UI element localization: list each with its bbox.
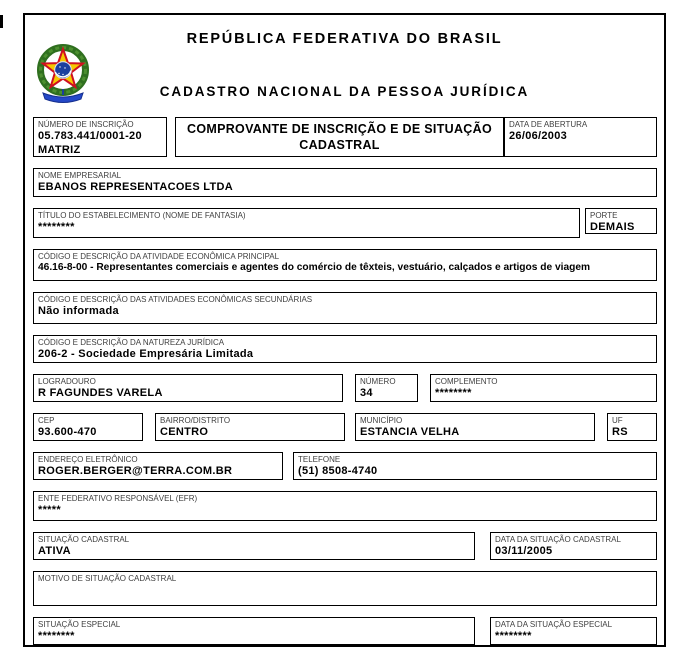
page-title: REPÚBLICA FEDERATIVA DO BRASIL — [186, 31, 503, 47]
field-value: RS — [612, 426, 628, 438]
field-value: (51) 8508-4740 — [298, 465, 378, 477]
field-label: SITUAÇÃO CADASTRAL — [38, 535, 130, 544]
field-label: CÓDIGO E DESCRIÇÃO DA NATUREZA JURÍDICA — [38, 338, 225, 347]
field-value: R FAGUNDES VARELA — [38, 387, 163, 399]
form-fields-area — [25, 117, 664, 645]
field-complemento — [430, 374, 657, 402]
row-atividade-principal — [33, 249, 657, 281]
row-endereco-2 — [33, 413, 657, 441]
field-uf — [607, 413, 657, 441]
field-label: TELEFONE — [298, 455, 341, 464]
page-subtitle: CADASTRO NACIONAL DA PESSOA JURÍDICA — [159, 84, 530, 99]
field-telefone — [293, 452, 657, 480]
field-bairro-distrito — [155, 413, 345, 441]
field-value: ******** — [435, 387, 472, 399]
field-value: CENTRO — [160, 426, 209, 438]
field-endereco-eletronico — [33, 452, 283, 480]
screen-edge-artifact — [0, 15, 3, 28]
form-outer-border — [23, 13, 666, 647]
field-value: 93.600-470 — [38, 426, 97, 438]
field-label: NÚMERO — [360, 377, 396, 386]
field-label: DATA DE ABERTURA — [509, 120, 588, 129]
row-contato — [33, 452, 657, 480]
field-label: UF — [612, 416, 623, 425]
row-endereco-1 — [33, 374, 657, 402]
field-value: 05.783.441/0001-20 — [38, 130, 142, 142]
field-value: ******** — [495, 630, 532, 642]
field-motivo-situacao-cadastral — [33, 571, 657, 606]
field-label: DATA DA SITUAÇÃO CADASTRAL — [495, 535, 621, 544]
field-value: DEMAIS — [590, 221, 635, 233]
field-value-matriz: MATRIZ — [38, 143, 81, 156]
field-municipio — [355, 413, 595, 441]
field-label: PORTE — [590, 211, 618, 220]
row-situacao-especial — [33, 617, 657, 645]
row-titulo-porte — [33, 208, 657, 238]
field-label: SITUAÇÃO ESPECIAL — [38, 620, 121, 629]
field-value: ***** — [38, 504, 61, 516]
field-atividade-economica-principal — [33, 249, 657, 281]
row-natureza-juridica — [33, 335, 657, 363]
field-situacao-especial — [33, 617, 475, 645]
document-header — [25, 15, 664, 117]
field-data-situacao-cadastral — [490, 532, 657, 560]
field-natureza-juridica — [33, 335, 657, 363]
field-label: MUNICÍPIO — [360, 416, 403, 425]
field-value: ROGER.BERGER@TERRA.COM.BR — [38, 465, 233, 477]
field-value: 03/11/2005 — [495, 545, 553, 557]
field-porte — [585, 208, 657, 234]
field-label: MOTIVO DE SITUAÇÃO CADASTRAL — [38, 574, 177, 583]
field-label: ENDEREÇO ELETRÔNICO — [38, 455, 138, 464]
field-label: DATA DA SITUAÇÃO ESPECIAL — [495, 620, 613, 629]
field-value: 34 — [360, 387, 373, 399]
field-label: ENTE FEDERATIVO RESPONSÁVEL (EFR) — [38, 494, 198, 503]
field-cep — [33, 413, 143, 441]
field-label: TÍTULO DO ESTABELECIMENTO (NOME DE FANTASIA) — [38, 211, 246, 220]
brazil-coat-of-arms-icon — [33, 43, 93, 105]
row-efr — [33, 491, 657, 521]
field-value: ESTANCIA VELHA — [360, 426, 460, 438]
field-value: 26/06/2003 — [509, 130, 568, 142]
field-label: CÓDIGO E DESCRIÇÃO DA ATIVIDADE ECONÔMICA PRINCIPAL — [38, 252, 280, 261]
field-value: EBANOS REPRESENTACOES LTDA — [38, 181, 234, 193]
field-data-de-abertura — [504, 117, 657, 157]
field-value: Não informada — [38, 305, 119, 317]
field-label: BAIRRO/DISTRITO — [160, 416, 231, 425]
field-value: ATIVA — [38, 545, 71, 557]
field-label: LOGRADOURO — [38, 377, 96, 386]
comprovante-title: COMPROVANTE DE INSCRIÇÃO E DE SITUAÇÃO CADASTRAL — [175, 117, 504, 157]
field-data-situacao-especial — [490, 617, 657, 645]
row-situacao-cadastral — [33, 532, 657, 560]
field-label: COMPLEMENTO — [435, 377, 498, 386]
field-label: CÓDIGO E DESCRIÇÃO DAS ATIVIDADES ECONÔMICAS SECUNDÁRIAS — [38, 295, 313, 304]
row-motivo-situacao — [33, 571, 657, 606]
field-situacao-cadastral — [33, 532, 475, 560]
field-value: 46.16-8-00 - Representantes comerciais e agentes do comércio de têxteis, vestuário, calçados e artigos de viagem — [38, 262, 591, 273]
field-value: ******** — [38, 630, 75, 642]
row-atividades-secundarias — [33, 292, 657, 324]
field-label: NOME EMPRESARIAL — [38, 171, 122, 180]
field-titulo-do-estabelecimento — [33, 208, 580, 238]
field-atividades-economicas-secundarias — [33, 292, 657, 324]
field-numero — [355, 374, 418, 402]
row-nome-empresarial — [33, 168, 657, 197]
field-logradouro — [33, 374, 343, 402]
field-nome-empresarial — [33, 168, 657, 197]
field-value: ******** — [38, 221, 75, 233]
field-numero-de-inscricao — [33, 117, 167, 157]
field-value: 206-2 - Sociedade Empresária Limitada — [38, 348, 254, 360]
row-inscricao — [33, 117, 657, 157]
field-label: NÚMERO DE INSCRIÇÃO — [38, 120, 134, 129]
field-label: CEP — [38, 416, 55, 425]
field-ente-federativo-responsavel — [33, 491, 657, 521]
